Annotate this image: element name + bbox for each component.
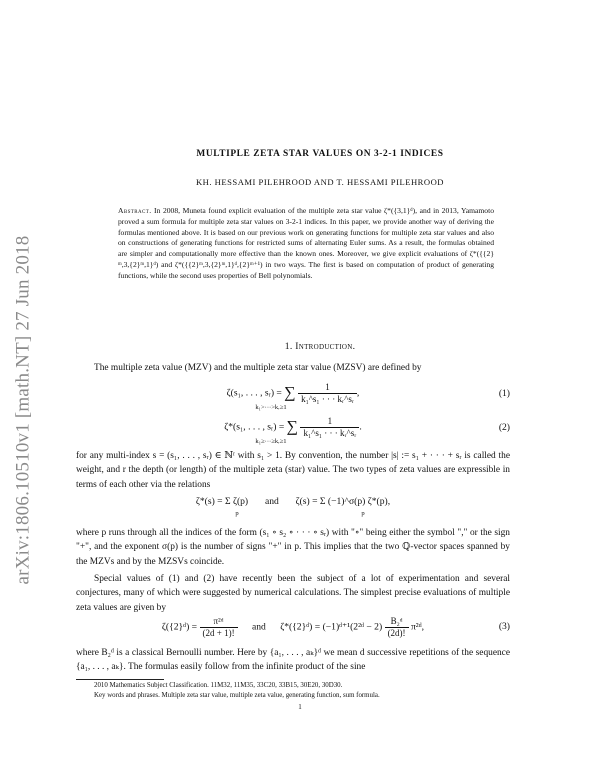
arxiv-identifier: arXiv:1806.10510v1 [math.NT] 27 Jun 2018	[12, 235, 33, 585]
text-line: where p runs through all the indices of the form (s₁ ∘ s₂ ∘ · · · ∘ sᵣ) with "∘" being either the	[76, 528, 425, 538]
eq1-lhs: ζ(s₁, . . . , sᵣ) =	[226, 387, 282, 399]
eq1-summation-range: k₁>···>kᵣ≥1	[255, 404, 287, 411]
abstract-line: ways. The first is based on computation of product of generating functions, while the second	[118, 259, 494, 280]
abstract-line: and in 2013, Yamamoto proved a sum formula for multiple zeta star values on 3-2-1 indices.	[118, 206, 494, 226]
footnote-keywords: Key words and phrases. Multiple zeta star value, multiple zeta value, generating function, sum formula.	[94, 691, 380, 699]
eq3-numerator-1: π²ᵈ	[200, 616, 238, 628]
paragraph-indices	[76, 526, 510, 569]
text-line: several conjectures, many of which were suggested by numerical calculations. The simplest	[76, 574, 510, 599]
text-line: s₁ + · · · + sᵣ is called the weight, and r the depth (or length) of the multiple zeta (star) value.	[76, 451, 511, 476]
eq2-denominator: k₁^s₁ · · · kᵣ^sᵣ	[303, 428, 357, 438]
eq3-lhs-2: ζ*({2}ᵈ) = (−1)ᵈ⁺¹(2²ᵈ − 2)	[280, 621, 383, 633]
eq3-lhs-1: ζ({2}ᵈ) =	[161, 621, 198, 633]
eq2-label: (2)	[498, 422, 510, 433]
text-line: where B₂ᵈ is a classical Bernoulli number. Here by {a₁, . . . , aₖ}ᵈ we mean d successive repetitions	[76, 648, 449, 658]
section-title: Introduction.	[295, 341, 356, 352]
paragraph-bernoulli	[76, 646, 510, 675]
text-line: that the two ℚ-vector spaces spanned by the MZVs and by the MZSVs coincide.	[76, 542, 510, 567]
footnote-rule	[76, 679, 164, 680]
eq3-numerator-2: B₂ᵈ	[385, 616, 409, 628]
eq1-tail: ,	[356, 387, 360, 399]
text-line: symbol "," or the sign "+", and the exponent σ(p) is the number of signs "+" in p. This implies	[76, 528, 510, 553]
eq1-denominator: k₁^s₁ · · · kᵣ^sᵣ	[301, 394, 354, 404]
eq3-and: and	[251, 621, 266, 633]
sum-symbol: ∑	[284, 384, 296, 402]
abstract-line: uses properties of Bell polynomials.	[203, 270, 313, 280]
eq1-label: (1)	[498, 388, 510, 399]
abstract-line: obtained are simpler and computationally more effective than the known ones. Moreover, we	[118, 238, 494, 258]
equation-2	[76, 414, 510, 446]
text-line: precise evaluations of multiple zeta values are given by	[76, 588, 510, 613]
equation-relations	[76, 495, 510, 523]
abstract	[118, 206, 494, 281]
eq3-denominator-2: (2d)!	[387, 628, 406, 638]
abstract-line: In 2008, Muneta found explicit evaluation of the multiple zeta star value ζ*({3,1}ᵈ),	[151, 206, 418, 215]
eq2-numerator: 1	[300, 416, 359, 428]
abstract-line: give explicit evaluations of ζ*({{2}ᵐ,3,{2}ᵐ,1}ᵈ) and ζ*({{2}ᵐ,3,{2}ᵐ,1}ᵈ,{2}ᵐ⁺¹) in two	[118, 249, 494, 269]
eq3-label: (3)	[498, 621, 510, 632]
section-heading	[60, 341, 580, 352]
eq1-numerator: 1	[298, 382, 357, 394]
eq3-fraction-2	[385, 616, 409, 639]
eq3-tail: π²ᵈ,	[410, 621, 425, 633]
paragraph-special-values	[76, 572, 510, 615]
paper-authors: KH. HESSAMI PILEHROOD AND T. HESSAMI PILEHROOD	[195, 177, 445, 187]
paragraph-definitions	[76, 449, 510, 492]
text-line: of the sequence {a₁, . . . , aₖ}. The formulas easily follow from the infinite product of the sine	[76, 648, 510, 673]
eq3-fraction-1	[200, 616, 238, 639]
relation-sum-index: p	[235, 510, 239, 517]
eq2-summation-range: k₁≥···≥kᵣ≥1	[255, 438, 287, 445]
arxiv-sidebar-stamp	[6, 210, 40, 610]
eq2-lhs: ζ*(s₁, . . . , sᵣ) =	[224, 421, 285, 433]
eq1-fraction	[298, 382, 360, 405]
relation-right: ζ(s) = Σ (−1)^σ(p) ζ*(p),	[295, 496, 391, 507]
relation-sum-index: p	[361, 510, 365, 517]
relation-left: ζ*(s) = Σ ζ(p)	[195, 496, 249, 507]
eq2-tail: .	[359, 421, 362, 433]
eq3-denominator-1: (2d + 1)!	[202, 628, 235, 638]
abstract-label: Abstract.	[118, 206, 152, 215]
abstract-line: our previous work on generating functions for multiple zeta star values and also on constructions	[118, 227, 495, 248]
text-line: The two types of zeta values are expressible in terms of each other via the relations	[76, 465, 510, 490]
abstract-line: In this paper, we provide another way of deriving the formulas mentioned above. It is based on	[118, 216, 494, 237]
text-line: for any multi-index s = (s₁, . . . , sᵣ) ∈ ℕʳ with s₁ > 1. By convention, the number |s| :=	[76, 451, 410, 461]
footnotes	[76, 681, 510, 700]
text-line: Special values of (1) and (2) have recently been the subject of a lot of experimentation and	[94, 574, 479, 584]
paper-title: MULTIPLE ZETA STAR VALUES ON 3-2-1 INDICES	[196, 149, 444, 159]
eq2-fraction	[300, 416, 362, 439]
relation-and: and	[264, 496, 279, 507]
section-number: 1.	[284, 341, 293, 352]
intro-paragraph: The multiple zeta value (MZV) and the multiple zeta star value (MZSV) are defined by	[94, 363, 422, 373]
equation-3	[76, 616, 510, 644]
page-number: 1	[298, 703, 302, 711]
sum-symbol: ∑	[286, 418, 299, 436]
abstract-line: of generating functions for restricted sums of alternating Euler sums. As a result, the formulas	[171, 238, 466, 248]
footnote-msc: 2010 Mathematics Subject Classification. 11M32, 11M35, 33C20, 33B15, 30E20, 30D30.	[94, 682, 343, 689]
equation-1	[76, 380, 510, 412]
